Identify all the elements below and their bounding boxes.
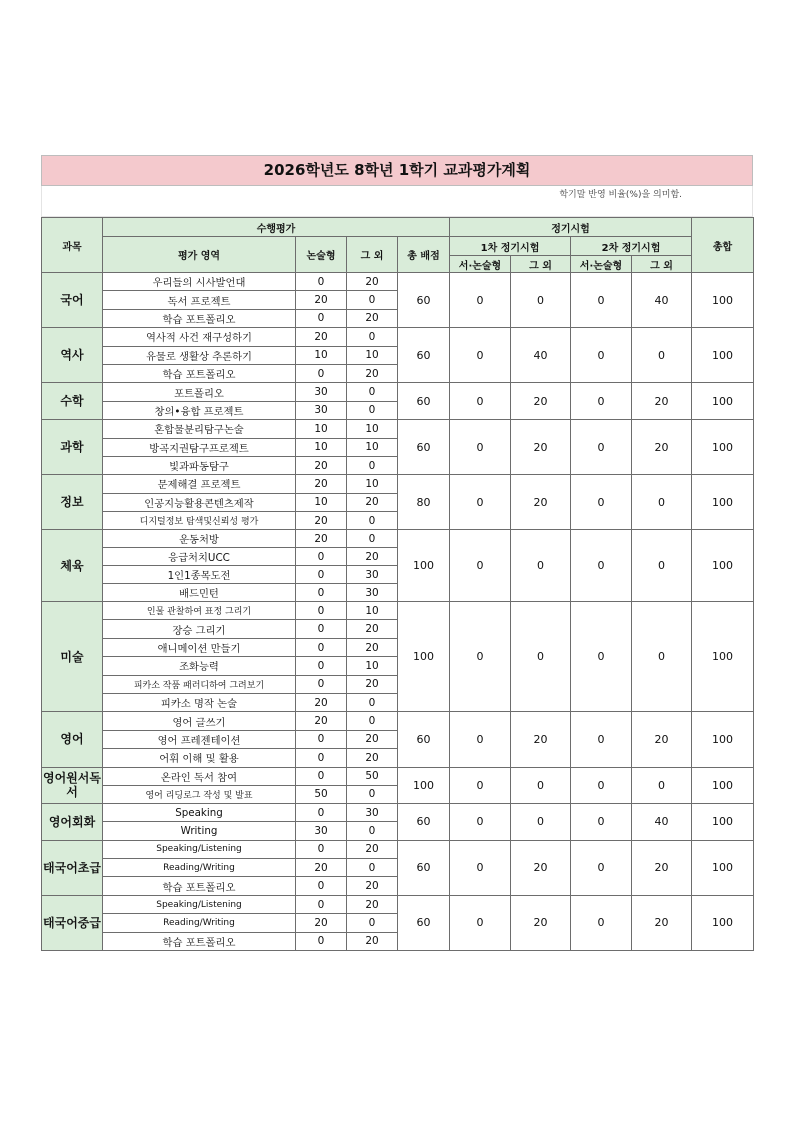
essay-score-cell: 0 <box>296 638 347 656</box>
total-weight-cell: 60 <box>398 420 450 475</box>
essay-score-cell: 10 <box>296 346 347 364</box>
subject-name-cell: 영어 <box>42 712 103 767</box>
table-row <box>42 602 754 620</box>
other-score-cell: 20 <box>347 730 398 748</box>
area-cell: 학습 포트폴리오 <box>103 309 296 327</box>
other-score-cell: 0 <box>347 712 398 730</box>
area-cell: Speaking/Listening <box>103 895 296 913</box>
subject-header: 과목 <box>42 218 103 273</box>
sum-cell: 100 <box>692 475 754 530</box>
essay-score-cell: 20 <box>296 712 347 730</box>
regular-exam-header: 정기시험 <box>450 218 692 237</box>
area-cell: 우리들의 시사발언대 <box>103 273 296 291</box>
essay-score-cell: 0 <box>296 877 347 895</box>
area-cell: 방곡지권탐구프로젝트 <box>103 438 296 456</box>
area-cell: Reading/Writing <box>103 914 296 932</box>
exam1-header: 1차 정기시험 <box>450 237 571 256</box>
exam2-other-cell: 40 <box>632 273 692 328</box>
performance-header: 수행평가 <box>103 218 450 237</box>
area-cell: 역사적 사건 재구성하기 <box>103 328 296 346</box>
exam1-essay-cell: 0 <box>450 602 511 712</box>
subject-name-cell: 영어원서독서 <box>42 767 103 803</box>
other-score-cell: 20 <box>347 620 398 638</box>
total-weight-cell: 60 <box>398 895 450 950</box>
subject-name-cell: 미술 <box>42 602 103 712</box>
other-score-cell: 0 <box>347 328 398 346</box>
exam2-other-cell: 40 <box>632 803 692 840</box>
essay-score-cell: 20 <box>296 291 347 309</box>
area-cell: 학습 포트폴리오 <box>103 877 296 895</box>
exam1-essay-cell: 0 <box>450 420 511 475</box>
table-row <box>42 803 754 821</box>
note-row <box>41 186 753 202</box>
other-score-cell: 20 <box>347 548 398 566</box>
exam2-other-header: 그 외 <box>632 256 692 273</box>
exam2-other-cell: 20 <box>632 712 692 767</box>
sum-cell: 100 <box>692 602 754 712</box>
area-cell: 문제해결 프로젝트 <box>103 475 296 493</box>
subject-name-cell: 역사 <box>42 328 103 383</box>
total-weight-cell: 60 <box>398 273 450 328</box>
exam1-essay-cell: 0 <box>450 383 511 420</box>
essay-score-cell: 0 <box>296 657 347 675</box>
total-weight-cell: 100 <box>398 530 450 602</box>
area-cell: 빛과파동탐구 <box>103 456 296 474</box>
other-score-cell: 0 <box>347 785 398 803</box>
subject-name-cell: 체육 <box>42 530 103 602</box>
sum-cell: 100 <box>692 840 754 895</box>
area-cell: Reading/Writing <box>103 859 296 877</box>
area-cell: 학습 포트폴리오 <box>103 364 296 382</box>
other-score-cell: 20 <box>347 749 398 767</box>
exam1-essay-cell: 0 <box>450 530 511 602</box>
other-score-cell: 0 <box>347 401 398 419</box>
exam1-other-header: 그 외 <box>511 256 571 273</box>
exam1-essay-cell: 0 <box>450 712 511 767</box>
area-cell: 인공지능활용콘텐츠제작 <box>103 493 296 511</box>
exam1-other-cell: 0 <box>511 273 571 328</box>
essay-score-cell: 0 <box>296 840 347 858</box>
area-cell: 영어 글쓰기 <box>103 712 296 730</box>
essay-score-cell: 20 <box>296 456 347 474</box>
exam2-essay-cell: 0 <box>571 383 632 420</box>
exam2-other-cell: 20 <box>632 383 692 420</box>
total-weight-cell: 80 <box>398 475 450 530</box>
essay-score-cell: 30 <box>296 401 347 419</box>
subject-name-cell: 영어회화 <box>42 803 103 840</box>
exam1-essay-cell: 0 <box>450 840 511 895</box>
total-weight-cell: 60 <box>398 803 450 840</box>
other-score-cell: 0 <box>347 822 398 840</box>
area-cell: 창의•융합 프로젝트 <box>103 401 296 419</box>
essay-score-cell: 0 <box>296 749 347 767</box>
other-score-cell: 20 <box>347 877 398 895</box>
other-score-cell: 20 <box>347 364 398 382</box>
exam1-other-cell: 40 <box>511 328 571 383</box>
essay-score-cell: 10 <box>296 438 347 456</box>
essay-header: 논술형 <box>296 237 347 273</box>
exam1-essay-cell: 0 <box>450 475 511 530</box>
exam2-other-cell: 20 <box>632 840 692 895</box>
area-cell: 온라인 독서 참여 <box>103 767 296 785</box>
other-score-cell: 0 <box>347 530 398 548</box>
sum-header: 총합 <box>692 218 754 273</box>
exam1-other-cell: 20 <box>511 475 571 530</box>
sum-cell: 100 <box>692 530 754 602</box>
essay-score-cell: 20 <box>296 328 347 346</box>
exam2-essay-cell: 0 <box>571 475 632 530</box>
area-header: 평가 영역 <box>103 237 296 273</box>
sum-cell: 100 <box>692 420 754 475</box>
other-score-cell: 20 <box>347 493 398 511</box>
essay-score-cell: 0 <box>296 675 347 693</box>
area-cell: Writing <box>103 822 296 840</box>
essay-score-cell: 20 <box>296 475 347 493</box>
other-score-cell: 30 <box>347 803 398 821</box>
total-weight-cell: 100 <box>398 602 450 712</box>
exam1-essay-header: 서·논술형 <box>450 256 511 273</box>
sum-cell: 100 <box>692 895 754 950</box>
exam2-other-cell: 0 <box>632 475 692 530</box>
area-cell: 디지털정보 탐색및신뢰성 평가 <box>103 512 296 530</box>
area-cell: 장승 그리기 <box>103 620 296 638</box>
note-text: 학기말 반영 비율(%)을 의미함. <box>559 190 682 200</box>
exam1-other-cell: 20 <box>511 383 571 420</box>
exam1-essay-cell: 0 <box>450 328 511 383</box>
area-cell: 운동처방 <box>103 530 296 548</box>
exam2-other-cell: 0 <box>632 767 692 803</box>
table-row <box>42 273 754 291</box>
essay-score-cell: 0 <box>296 895 347 913</box>
subject-name-cell: 수학 <box>42 383 103 420</box>
exam1-essay-cell: 0 <box>450 895 511 950</box>
exam2-essay-cell: 0 <box>571 895 632 950</box>
exam2-header: 2차 정기시험 <box>571 237 692 256</box>
exam2-other-cell: 20 <box>632 895 692 950</box>
other-score-cell: 10 <box>347 438 398 456</box>
area-cell: 포트폴리오 <box>103 383 296 401</box>
area-cell: 독서 프로젝트 <box>103 291 296 309</box>
exam2-essay-cell: 0 <box>571 273 632 328</box>
exam2-other-cell: 0 <box>632 602 692 712</box>
exam2-essay-cell: 0 <box>571 602 632 712</box>
essay-score-cell: 20 <box>296 914 347 932</box>
table-row <box>42 383 754 401</box>
area-cell: 피카소 명작 논술 <box>103 693 296 711</box>
exam2-essay-cell: 0 <box>571 767 632 803</box>
area-cell: 1인1종목도전 <box>103 566 296 584</box>
other-score-cell: 20 <box>347 840 398 858</box>
other-score-cell: 0 <box>347 456 398 474</box>
essay-score-cell: 20 <box>296 530 347 548</box>
other-score-cell: 20 <box>347 638 398 656</box>
essay-score-cell: 0 <box>296 309 347 327</box>
total-weight-cell: 100 <box>398 767 450 803</box>
essay-score-cell: 0 <box>296 803 347 821</box>
exam2-essay-cell: 0 <box>571 840 632 895</box>
essay-score-cell: 50 <box>296 785 347 803</box>
other-score-cell: 30 <box>347 566 398 584</box>
other-score-cell: 0 <box>347 383 398 401</box>
subject-name-cell: 태국어초급 <box>42 840 103 895</box>
subject-name-cell: 정보 <box>42 475 103 530</box>
area-cell: Speaking/Listening <box>103 840 296 858</box>
area-cell: 배드민턴 <box>103 584 296 602</box>
exam1-essay-cell: 0 <box>450 767 511 803</box>
area-cell: 피카소 작품 패러디하여 그려보기 <box>103 675 296 693</box>
exam1-other-cell: 20 <box>511 840 571 895</box>
other-score-cell: 20 <box>347 273 398 291</box>
other-score-cell: 30 <box>347 584 398 602</box>
exam2-essay-cell: 0 <box>571 803 632 840</box>
sheet-title: 2026학년도 8학년 1학기 교과평가계획 <box>41 155 753 186</box>
area-cell: 인물 관찰하여 표정 그리기 <box>103 602 296 620</box>
exam1-other-cell: 0 <box>511 602 571 712</box>
essay-score-cell: 0 <box>296 730 347 748</box>
other-header: 그 외 <box>347 237 398 273</box>
exam2-other-cell: 0 <box>632 328 692 383</box>
exam2-essay-cell: 0 <box>571 712 632 767</box>
essay-score-cell: 0 <box>296 602 347 620</box>
other-score-cell: 20 <box>347 932 398 950</box>
other-score-cell: 0 <box>347 859 398 877</box>
essay-score-cell: 30 <box>296 383 347 401</box>
essay-score-cell: 0 <box>296 273 347 291</box>
other-score-cell: 0 <box>347 693 398 711</box>
area-cell: 혼합물분리탐구논술 <box>103 420 296 438</box>
exam2-essay-cell: 0 <box>571 420 632 475</box>
essay-score-cell: 0 <box>296 584 347 602</box>
area-cell: 유물로 생활상 추론하기 <box>103 346 296 364</box>
essay-score-cell: 30 <box>296 822 347 840</box>
other-score-cell: 10 <box>347 475 398 493</box>
essay-score-cell: 20 <box>296 512 347 530</box>
essay-score-cell: 0 <box>296 767 347 785</box>
essay-score-cell: 0 <box>296 620 347 638</box>
table-row <box>42 895 754 913</box>
other-score-cell: 10 <box>347 657 398 675</box>
exam2-essay-header: 서·논술형 <box>571 256 632 273</box>
exam2-essay-cell: 0 <box>571 530 632 602</box>
exam1-other-cell: 20 <box>511 895 571 950</box>
exam1-essay-cell: 0 <box>450 803 511 840</box>
area-cell: 학습 포트폴리오 <box>103 932 296 950</box>
other-score-cell: 20 <box>347 309 398 327</box>
area-cell: Speaking <box>103 803 296 821</box>
evaluation-table <box>41 217 754 951</box>
other-score-cell: 20 <box>347 895 398 913</box>
exam1-essay-cell: 0 <box>450 273 511 328</box>
area-cell: 조화능력 <box>103 657 296 675</box>
other-score-cell: 50 <box>347 767 398 785</box>
table-row <box>42 712 754 730</box>
other-score-cell: 0 <box>347 512 398 530</box>
table-header <box>42 218 754 273</box>
essay-score-cell: 0 <box>296 548 347 566</box>
blank-row <box>41 202 753 217</box>
other-score-cell: 0 <box>347 291 398 309</box>
exam2-other-cell: 0 <box>632 530 692 602</box>
exam1-other-cell: 0 <box>511 530 571 602</box>
essay-score-cell: 10 <box>296 493 347 511</box>
table-row <box>42 767 754 785</box>
exam1-other-cell: 20 <box>511 712 571 767</box>
exam1-other-cell: 0 <box>511 767 571 803</box>
exam2-essay-cell: 0 <box>571 328 632 383</box>
table-body <box>42 273 754 951</box>
sum-cell: 100 <box>692 767 754 803</box>
total-weight-cell: 60 <box>398 840 450 895</box>
essay-score-cell: 20 <box>296 859 347 877</box>
essay-score-cell: 20 <box>296 693 347 711</box>
area-cell: 어휘 이해 및 활용 <box>103 749 296 767</box>
essay-score-cell: 0 <box>296 364 347 382</box>
total-weight-cell: 60 <box>398 328 450 383</box>
other-score-cell: 0 <box>347 914 398 932</box>
table-row <box>42 840 754 858</box>
essay-score-cell: 0 <box>296 566 347 584</box>
sum-cell: 100 <box>692 328 754 383</box>
evaluation-plan-sheet <box>41 155 753 951</box>
other-score-cell: 10 <box>347 346 398 364</box>
table-row <box>42 530 754 548</box>
sum-cell: 100 <box>692 273 754 328</box>
sum-cell: 100 <box>692 803 754 840</box>
other-score-cell: 20 <box>347 675 398 693</box>
table-row <box>42 475 754 493</box>
exam1-other-cell: 0 <box>511 803 571 840</box>
essay-score-cell: 10 <box>296 420 347 438</box>
area-cell: 영어 리딩로그 작성 및 발표 <box>103 785 296 803</box>
area-cell: 응급처치UCC <box>103 548 296 566</box>
total-weight-cell: 60 <box>398 383 450 420</box>
area-cell: 애니메이션 만들기 <box>103 638 296 656</box>
essay-score-cell: 0 <box>296 932 347 950</box>
table-row <box>42 328 754 346</box>
table-row <box>42 420 754 438</box>
subject-name-cell: 국어 <box>42 273 103 328</box>
subject-name-cell: 과학 <box>42 420 103 475</box>
other-score-cell: 10 <box>347 420 398 438</box>
subject-name-cell: 태국어중급 <box>42 895 103 950</box>
other-score-cell: 10 <box>347 602 398 620</box>
sum-cell: 100 <box>692 383 754 420</box>
total-weight-header: 총 배점 <box>398 237 450 273</box>
exam2-other-cell: 20 <box>632 420 692 475</box>
sum-cell: 100 <box>692 712 754 767</box>
area-cell: 영어 프레젠테이션 <box>103 730 296 748</box>
exam1-other-cell: 20 <box>511 420 571 475</box>
total-weight-cell: 60 <box>398 712 450 767</box>
